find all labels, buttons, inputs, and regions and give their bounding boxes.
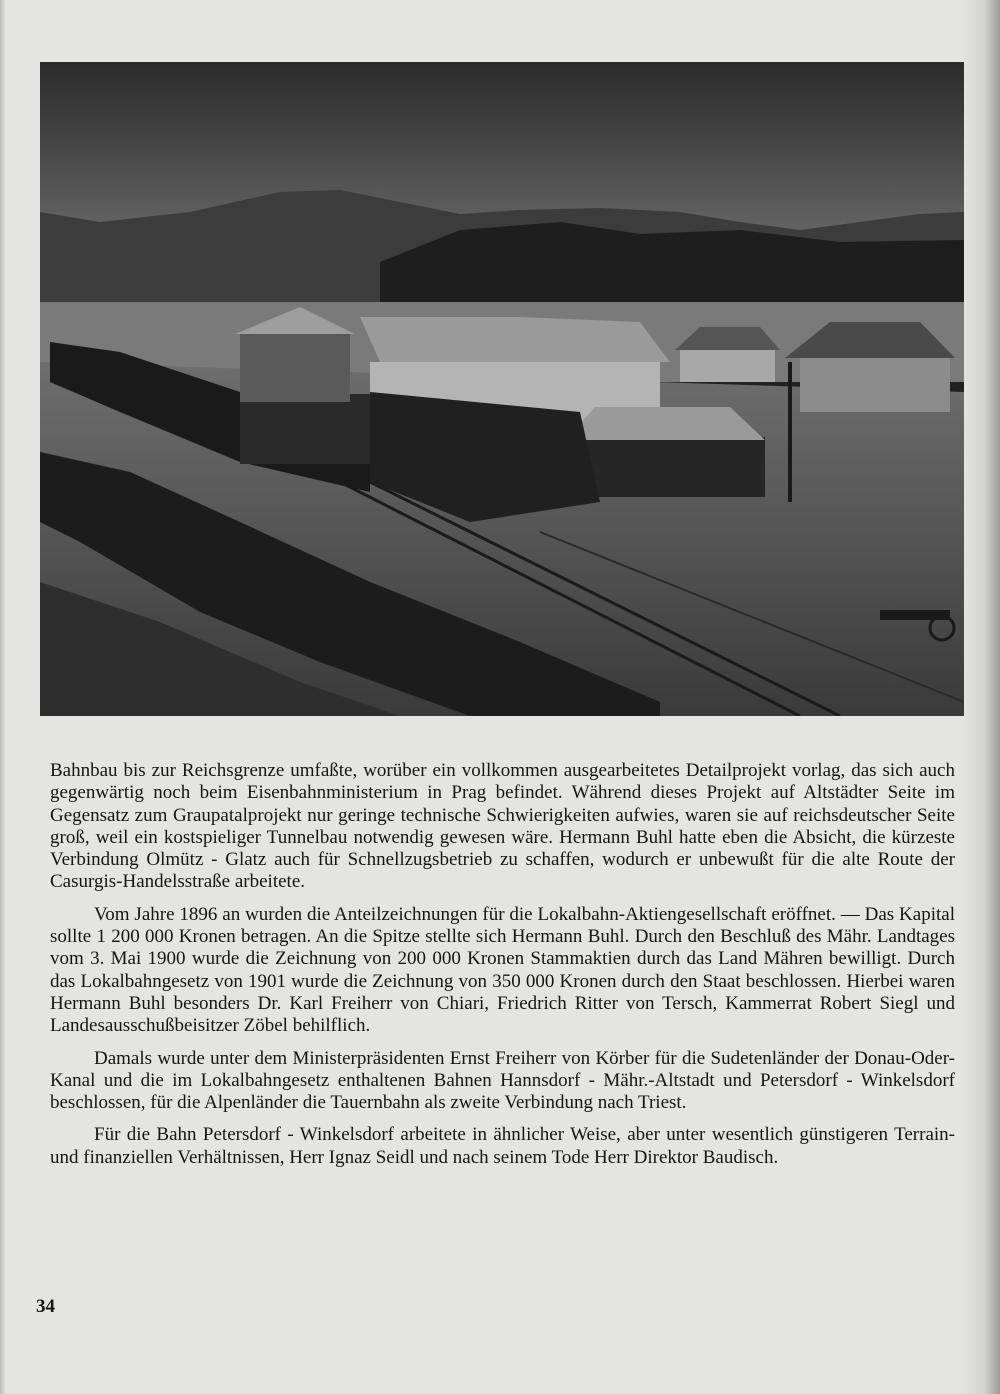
- hut: [575, 437, 765, 497]
- telegraph-pole: [788, 362, 792, 502]
- hut-roof: [565, 407, 765, 440]
- page-edge-left: [0, 0, 6, 1394]
- paragraph: Für die Bahn Petersdorf - Winkelsdorf arbeitete in ähnlicher Weise, aber unter wesentlich günstigeren Terrain- und finanziellen Verhältnissen, Herr Ignaz Seidl und nach seinem Tode Herr Direktor Baudisch.: [50, 1124, 955, 1168]
- railway-station-photo: [40, 62, 964, 716]
- body-text: [50, 760, 955, 1179]
- barn: [800, 357, 950, 412]
- shed: [240, 332, 350, 402]
- page-edge-right: [962, 0, 1000, 1394]
- paragraph: Bahnbau bis zur Reichsgrenze umfaßte, worüber ein vollkommen ausgearbeitetes Detailprojekt vorlag, das sich auch gegenwärtig noch beim Eisenbahnministerium in Prag befindet. Während dieses Projekt auf Altstädter Seite im Gegensatz zum Graupatalprojekt nur geringe technische Schwierigkeiten aufwies, waren sie auf reichsdeutscher Seite groß, weil ein kostspieliger Tunnelbau notwendig gewesen wäre. Hermann Buhl hatte eben die Absicht, die kürzeste Verbindung Olmütz - Glatz auch für Schnellzugsbetrieb zu schaffen, wodurch er unbewußt für die alte Route der Casurgis-Handelsstraße arbeitete.: [50, 760, 955, 893]
- cart: [880, 610, 950, 620]
- paragraph: Vom Jahre 1896 an wurden die Anteilzeichnungen für die Lokalbahn-Aktiengesellschaft eröffnet. — Das Kapital sollte 1 200 000 Kronen betragen. An die Spitze stellte sich Hermann Buhl. Durch den Beschluß des Mähr. Landtages vom 3. Mai 1900 wurde die Zeichnung von 200 000 Kronen Stammaktien durch das Land Mähren bewilligt. Durch das Lokalbahngesetz von 1901 wurde die Zeichnung von 350 000 Kronen durch den Staat beschlossen. Hierbei waren Hermann Buhl besonders Dr. Karl Freiherr von Chiari, Friedrich Ritter von Tersch, Kammerrat Robert Siegl und Landesausschußbeisitzer Zöbel behilflich.: [50, 903, 955, 1037]
- paragraph: Damals wurde unter dem Ministerpräsidenten Ernst Freiherr von Körber für die Sudetenländer der Donau-Oder-Kanal und die im Lokalbahngesetz enthaltenen Bahnen Hannsdorf - Mähr.-Altstadt und Petersdorf - Winkelsdorf beschlossen, für die Alpenländer die Tauernbahn als zweite Verbindung nach Triest.: [50, 1047, 955, 1114]
- railway-station-photo-illustration: [40, 62, 964, 716]
- page-number: 34: [36, 1296, 55, 1317]
- house: [680, 347, 775, 382]
- station-roof: [360, 317, 670, 362]
- train-coach: [240, 394, 370, 464]
